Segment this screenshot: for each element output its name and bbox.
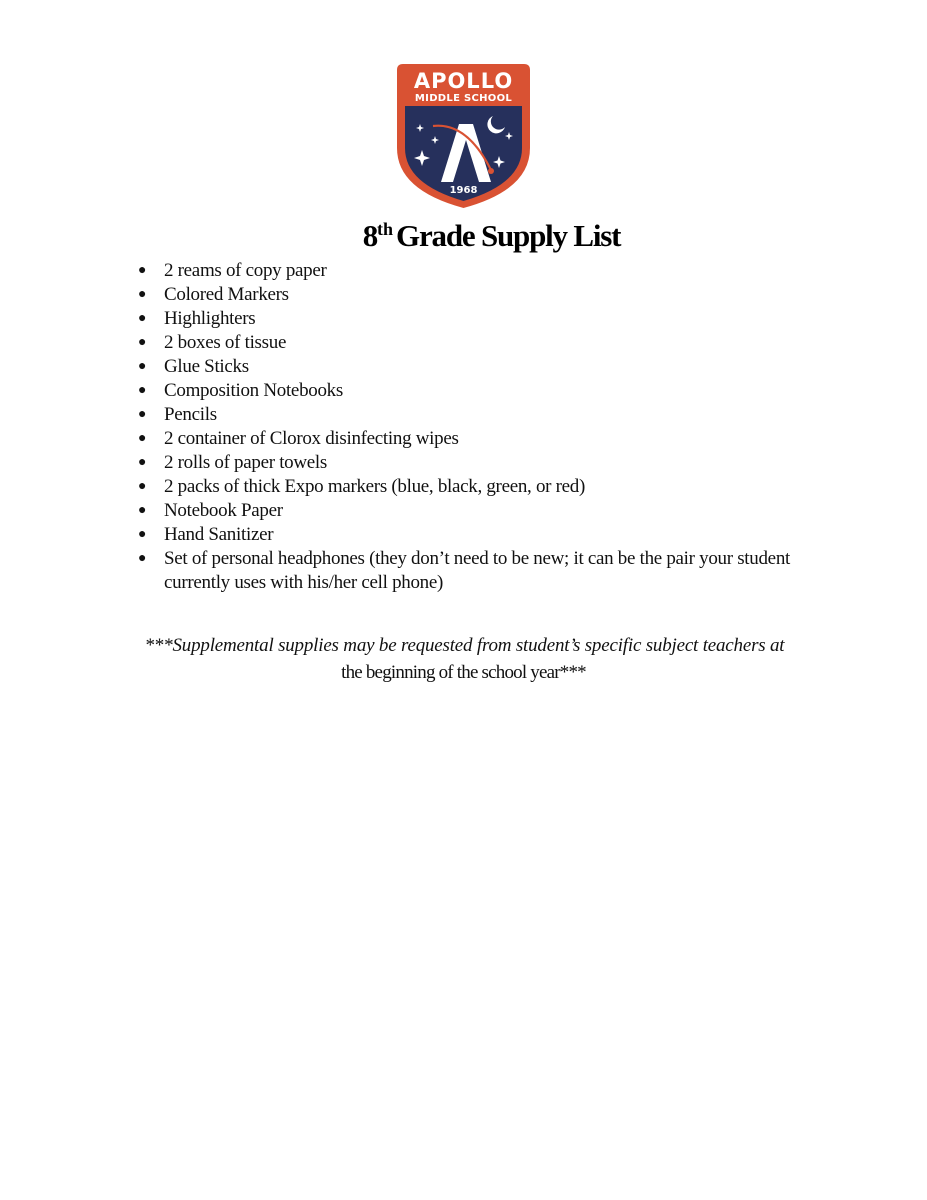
logo-name: APOLLO <box>413 69 514 93</box>
list-item: ● Set of personal headphones (they don’t need to be new; it can be the pair your student currently uses with his/her cell phone) <box>138 548 790 593</box>
supplemental-note <box>0 634 927 686</box>
bullet-icon: ● <box>138 287 147 302</box>
list-item: ● Hand Sanitizer <box>138 524 274 545</box>
list-item: ● 2 rolls of paper towels <box>138 452 328 473</box>
list-item: ● 2 boxes of tissue <box>138 332 287 353</box>
title-text: Grade Supply List <box>396 218 621 253</box>
list-item: ● Pencils <box>138 404 217 425</box>
page-title <box>28 216 927 260</box>
bullet-icon: ● <box>138 359 147 374</box>
apollo-shield-icon <box>395 62 532 210</box>
bullet-icon: ● <box>138 527 147 542</box>
list-item: ● 2 container of Clorox disinfecting wipes <box>138 428 459 449</box>
bullet-icon: ● <box>138 431 147 446</box>
bullet-icon: ● <box>138 407 147 422</box>
supply-list <box>138 259 818 595</box>
list-item: ● Colored Markers <box>138 284 289 305</box>
bullet-icon: ● <box>138 383 147 398</box>
bullet-icon: ● <box>138 263 147 278</box>
title-suffix: th <box>377 219 394 239</box>
school-logo <box>395 62 532 210</box>
logo-year: 1968 <box>449 185 478 196</box>
list-item: ● Glue Sticks <box>138 356 249 377</box>
bullet-icon: ● <box>138 479 147 494</box>
bullet-icon: ● <box>138 335 147 350</box>
note-line-1: ***Supplemental supplies may be requested from student’s specific subject teachers at <box>144 635 785 656</box>
list-item: ● 2 packs of thick Expo markers (blue, black, green, or red) <box>138 476 586 497</box>
list-item: ● Notebook Paper <box>138 500 283 521</box>
bullet-icon: ● <box>138 311 147 326</box>
bullet-icon: ● <box>138 503 147 518</box>
note-line-2: the beginning of the school year*** <box>341 662 586 683</box>
list-item: ● Composition Notebooks <box>138 380 343 401</box>
list-item: ● 2 reams of copy paper <box>138 260 327 281</box>
logo-subtitle: MIDDLE SCHOOL <box>414 93 513 104</box>
bullet-icon: ● <box>138 455 147 470</box>
bullet-icon: ● <box>138 551 147 566</box>
list-item: ● Highlighters <box>138 308 256 329</box>
title-grade: 8 <box>362 218 378 253</box>
